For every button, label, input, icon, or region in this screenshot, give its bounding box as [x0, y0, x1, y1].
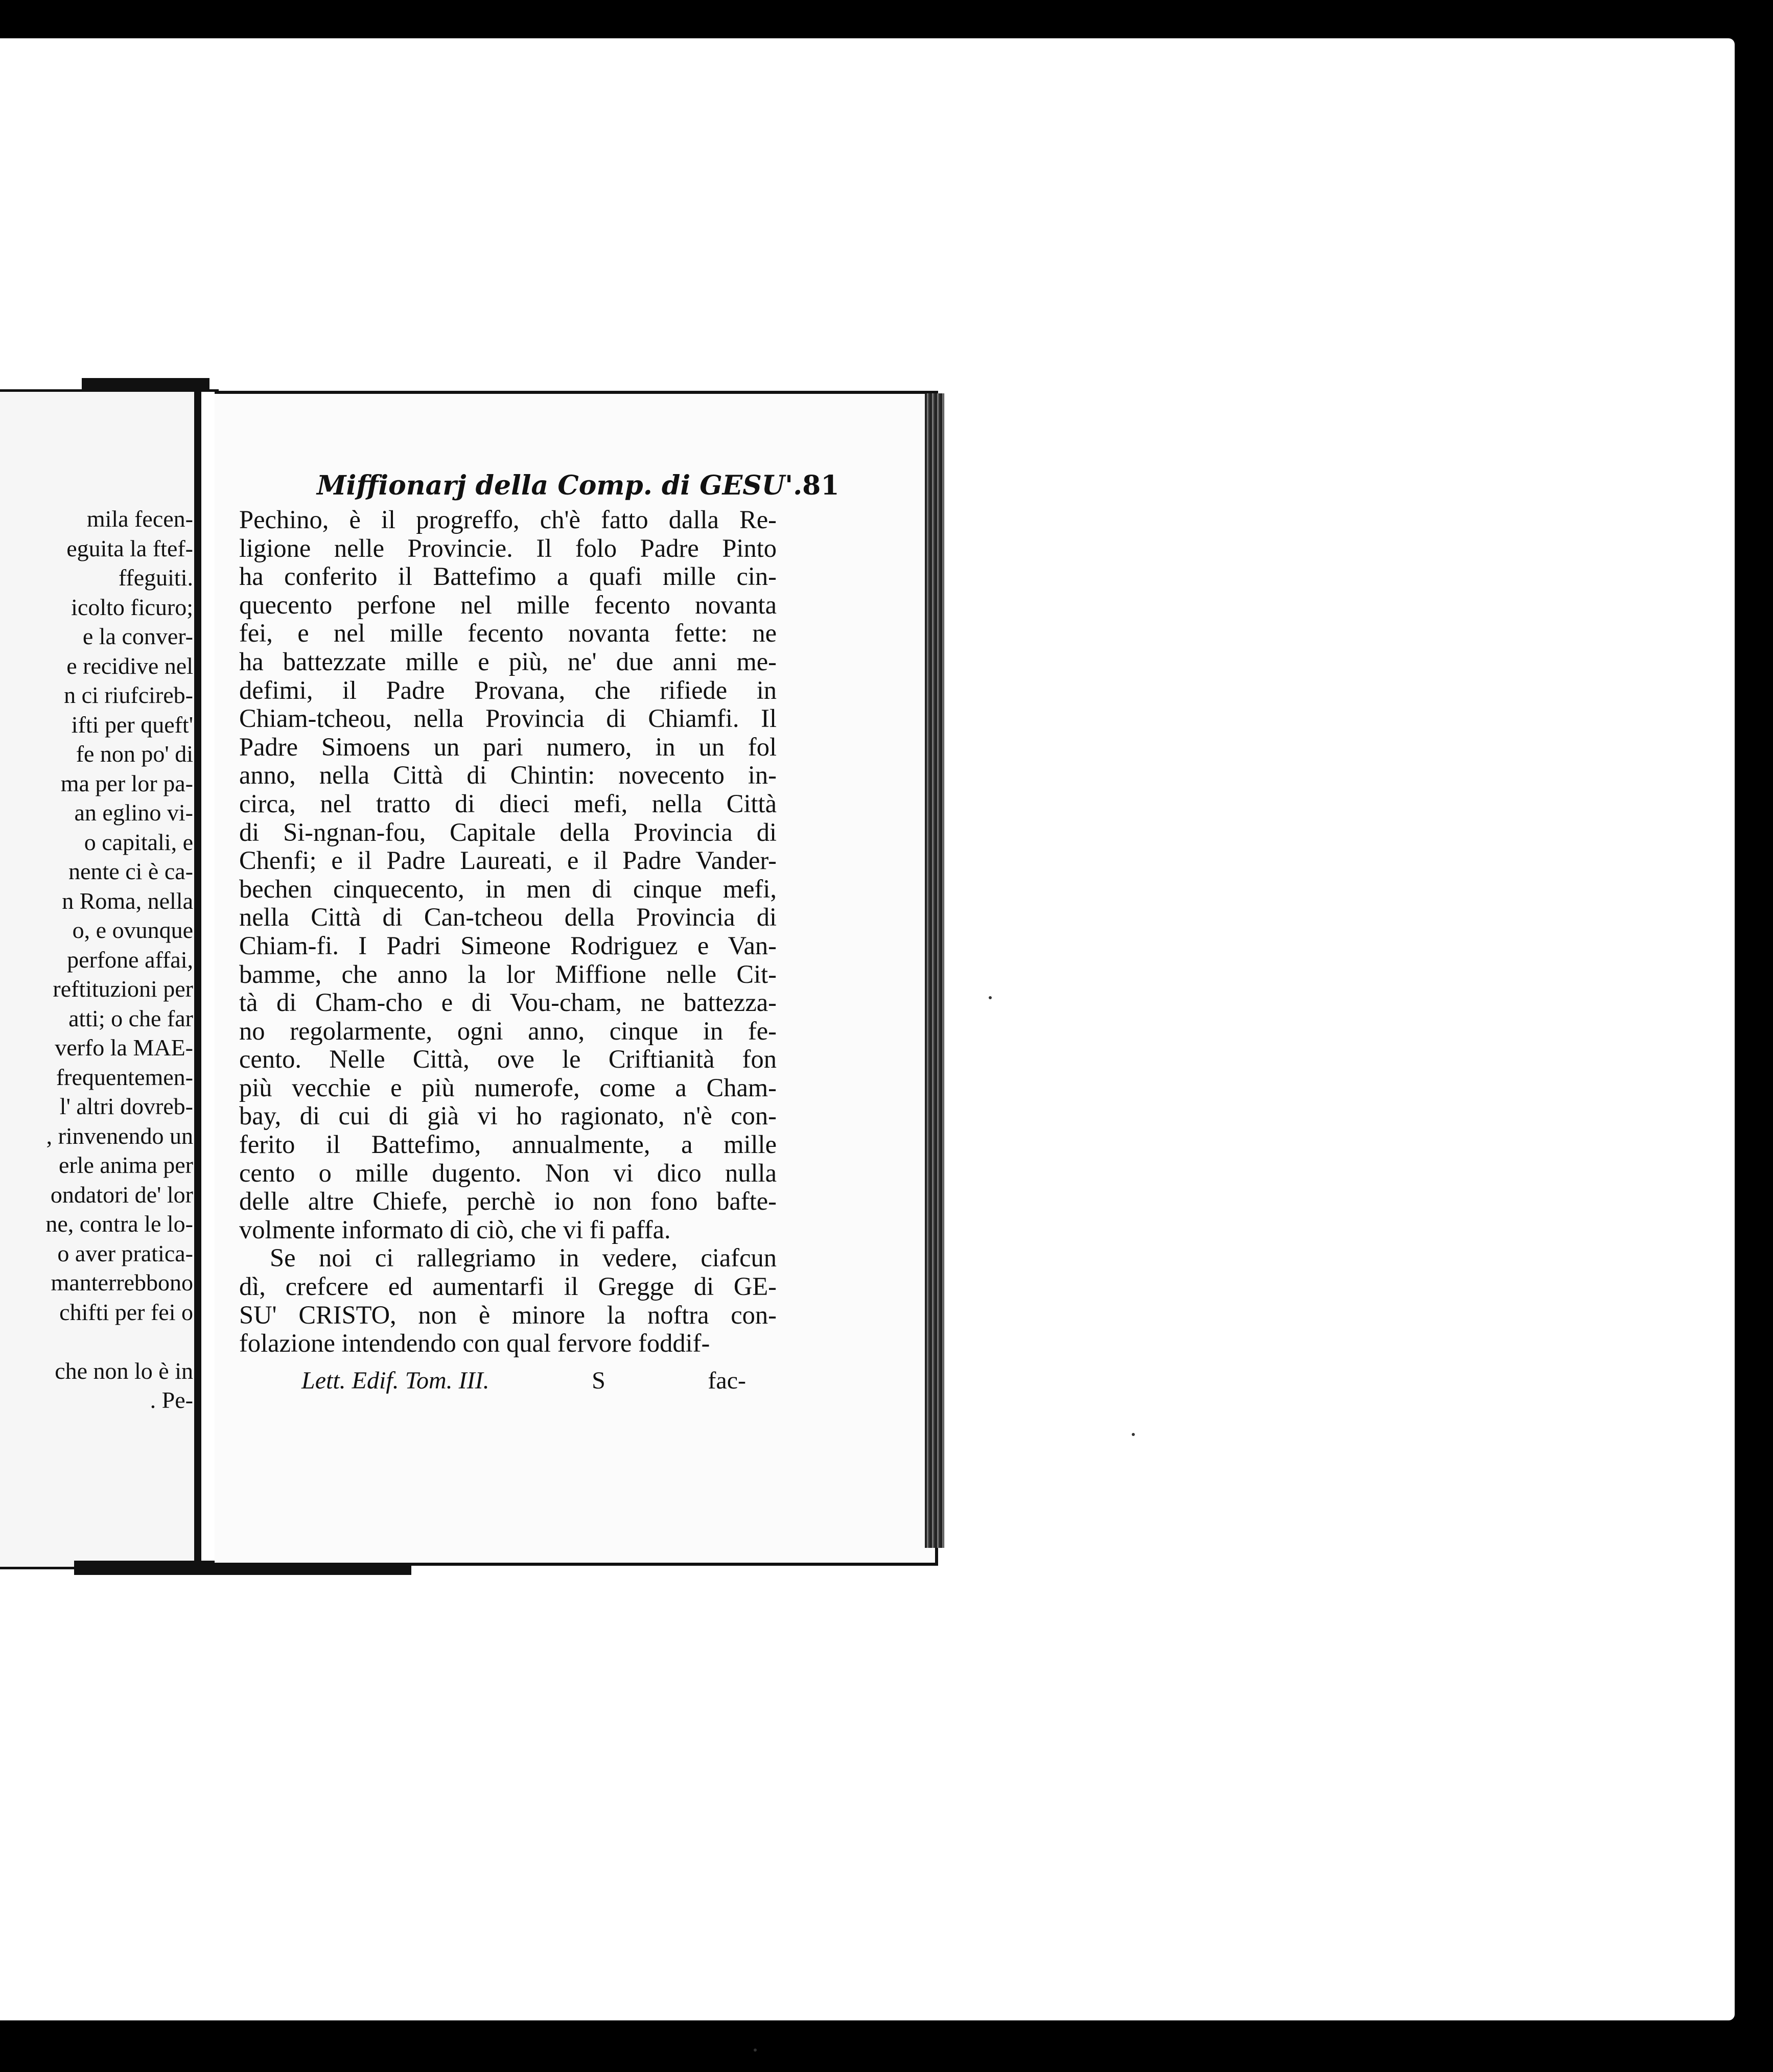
text-line: bamme, che anno la lor Miffione nelle Cit-	[239, 959, 777, 988]
text-line: tà di Cham-cho e di Vou-cham, ne battezza-	[239, 988, 777, 1017]
left-page-line: icolto ficuro;	[71, 594, 193, 620]
left-page-line: mila fecen-	[86, 506, 193, 532]
dust-speck	[1132, 1433, 1135, 1436]
text-line: più vecchie e più numerofe, come a Cham-	[239, 1073, 777, 1102]
text-line: no regolarmente, ogni anno, cinque in fe-	[239, 1016, 777, 1045]
left-page-line: . Pe-	[150, 1387, 193, 1413]
left-page-line: o capitali, e	[84, 829, 193, 855]
page-edge-stack	[925, 393, 944, 1548]
text-line: bay, di cui di già vi ho ragionato, n'è con-	[239, 1101, 777, 1131]
footer-signature-mark: S	[592, 1367, 605, 1394]
left-page-line: e recidive nel	[66, 652, 193, 679]
page-number: 81	[802, 470, 839, 501]
left-page-line: ne, contra le lo-	[45, 1211, 193, 1237]
book-gutter	[194, 391, 201, 1566]
text-line: anno, nella Città di Chintin: novecento in-	[239, 761, 777, 790]
left-page-line: , rinvenendo un	[46, 1122, 193, 1149]
left-page-line: ondatori de' lor	[50, 1181, 193, 1208]
footer-signature: Lett. Edif. Tom. III.	[301, 1367, 489, 1394]
header-title: Miffionarj della Comp. di GESU'.	[317, 470, 803, 501]
left-page-line: ffeguiti.	[118, 564, 193, 591]
book-edge-top	[82, 378, 209, 390]
page-footer	[301, 1367, 746, 1395]
text-line: defimi, il Padre Provana, che rifiede in	[239, 675, 777, 704]
left-page-line: manterrebbono	[51, 1269, 193, 1296]
text-line: cento o mille dugento. Non vi dico nulla	[239, 1158, 777, 1187]
left-page-text	[45, 504, 193, 1415]
left-page-line: fe non po' di	[76, 741, 193, 767]
left-page-line: che non lo è in	[55, 1357, 193, 1384]
text-line: quecento perfone nel mille fecento novanta	[239, 590, 777, 619]
text-line: di Si-ngnan-fou, Capitale della Provincia di	[239, 817, 777, 846]
text-line: Pechino, è il progreffo, ch'è fatto dalla Re-	[239, 505, 777, 534]
left-page-line: verfo la MAE-	[55, 1034, 193, 1061]
text-line: bechen cinquecento, in men di cinque mefi,	[239, 874, 777, 903]
left-page-line: perfone affai,	[67, 946, 193, 973]
left-page-line: reftituzioni per	[53, 976, 193, 1002]
text-line: SU' CRISTO, non è minore la noftra con-	[239, 1300, 777, 1329]
text-line: circa, nel tratto di dieci mefi, nella Città	[239, 789, 777, 818]
left-page-line	[45, 1327, 193, 1356]
left-page-line: n ci riufcireb-	[64, 682, 193, 708]
left-page-line: chifti per fei o	[59, 1299, 193, 1325]
left-page-line: an eglino vi-	[74, 799, 193, 826]
text-line: folazione intendendo con qual fervore foddif-	[239, 1329, 710, 1358]
left-page-line: eguita la ftef-	[66, 535, 193, 561]
text-line: Se noi ci rallegriamo in vedere, ciafcun	[270, 1243, 777, 1273]
text-line: Chenfi; e il Padre Laureati, e il Padre Vander-	[239, 846, 777, 875]
text-line: Chiam-fi. I Padri Simeone Rodriguez e Van-	[239, 931, 777, 960]
text-line: nella Città di Can-tcheou della Provincia di	[239, 903, 777, 932]
text-line: delle altre Chiefe, perchè io non fono bafte-	[239, 1187, 777, 1216]
text-line: dì, crefcere ed aumentarfi il Gregge di GE-	[239, 1272, 777, 1301]
running-header	[317, 470, 839, 501]
left-page-line: e la conver-	[82, 623, 193, 649]
left-page-line: n Roma, nella	[62, 887, 193, 914]
text-line: fei, e nel mille fecento novanta fette: ne	[239, 619, 777, 648]
dust-speck	[989, 996, 992, 999]
text-line: Chiam-tcheou, nella Provincia di Chiamfi. Il	[239, 704, 777, 733]
left-page-line: frequentemen-	[56, 1064, 193, 1090]
left-page	[0, 389, 219, 1569]
dust-speck	[754, 2049, 757, 2052]
text-line: cento. Nelle Città, ove le Criftianità fon	[239, 1045, 777, 1074]
left-page-line: erle anima per	[58, 1152, 193, 1178]
left-page-line: ifti per queft'	[71, 711, 193, 738]
left-page-line: atti; o che far	[68, 1005, 193, 1031]
text-line: volmente informato di ciò, che vi fi paffa.	[239, 1215, 671, 1244]
text-line: ferito il Battefimo, annualmente, a mille	[239, 1130, 777, 1159]
text-line: ligione nelle Provincie. Il folo Padre Pinto	[239, 533, 777, 562]
catchword: fac-	[708, 1367, 746, 1394]
text-line: ha conferito il Battefimo a quafi mille cin-	[239, 562, 777, 591]
left-page-line: nente ci è ca-	[68, 858, 193, 884]
left-page-line: l' altri dovreb-	[59, 1093, 193, 1119]
left-page-line: ma per lor pa-	[60, 770, 193, 796]
text-line: Padre Simoens un pari numero, in un fol	[239, 732, 777, 761]
page-body-text	[239, 506, 777, 1358]
left-page-line: o, e ovunque	[72, 917, 193, 943]
left-page-line: o aver pratica-	[57, 1240, 193, 1266]
text-line: ha battezzate mille e più, ne' due anni me-	[239, 647, 777, 676]
